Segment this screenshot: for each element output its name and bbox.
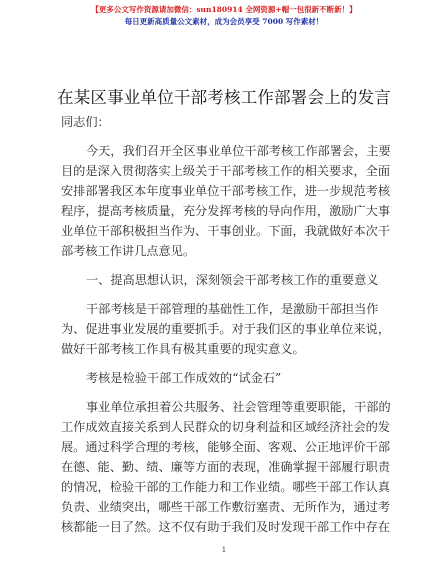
banner-line-membership: 每日更新高质量公文素材，成为会员享受 7000 写作素材！ [124, 17, 324, 26]
paragraph-assessment [61, 397, 391, 537]
paragraph-line: 在德、能、勤、绩、廉等方面的表现，准确掌握干部履行职责 [61, 460, 391, 474]
paragraph-line: 业单位干部积极担当作为、干事创业。下面，我就做好本次干 [61, 224, 391, 238]
paragraph-line: 干部考核是干部管理的基础性工作，是激励干部担当作 [86, 302, 379, 316]
paragraph-line: 的情况，检验干部的工作能力和工作业绩。哪些干部工作认真 [61, 480, 391, 494]
paragraph-line: 部考核工作讲几点意见。 [61, 244, 196, 258]
document-title: 在某区事业单位干部考核工作部署会上的发言 [57, 88, 391, 107]
header-banner [0, 4, 448, 28]
paragraph-line: 核都能一目了然。这不仅有助于我们及时发现干部工作中存在 [61, 520, 391, 534]
paragraph-line: 今天，我们召开全区事业单位干部考核工作部署会，主要 [86, 144, 391, 158]
paragraph-line: 程序，提高考核质量，充分发挥考核的导向作用，激励广大事 [61, 204, 391, 218]
paragraph-intro [61, 141, 391, 261]
paragraph-line: 安排部署我区本年度事业单位干部考核工作，进一步规范考核 [61, 184, 391, 198]
paragraph-line: 做好干部考核工作具有极其重要的现实意义。 [61, 342, 305, 356]
subheading: 考核是检验干部工作成效的“试金石” [86, 371, 282, 385]
paragraph-line: 工作成效直接关系到人民群众的切身利益和区域经济社会的发 [61, 420, 391, 434]
paragraph-line: 展。通过科学合理的考核，能够全面、客观、公正地评价干部 [61, 440, 391, 454]
paragraph-line: 为、促进事业发展的重要抓手。对于我们区的事业单位来说， [61, 322, 391, 336]
page-number: 1 [221, 546, 227, 554]
salutation: 同志们： [61, 115, 110, 129]
paragraph-significance [61, 299, 391, 359]
paragraph-line: 目的是深入贯彻落实上级关于干部考核工作的相关要求，全面 [61, 164, 391, 178]
document-body [61, 112, 391, 537]
paragraph-line: 负责、业绩突出，哪些干部工作敷衍塞责、无所作为，通过考 [61, 500, 391, 514]
banner-line-promo: 【更多公文写作资源请加微信：sun180914 全网资源+帽一包很新不断新！】 [91, 5, 357, 14]
section-heading: 一、提高思想认识，深刻领会干部考核工作的重要意义 [86, 273, 379, 287]
paragraph-line: 事业单位承担着公共服务、社会管理等重要职能，干部的 [86, 400, 391, 414]
